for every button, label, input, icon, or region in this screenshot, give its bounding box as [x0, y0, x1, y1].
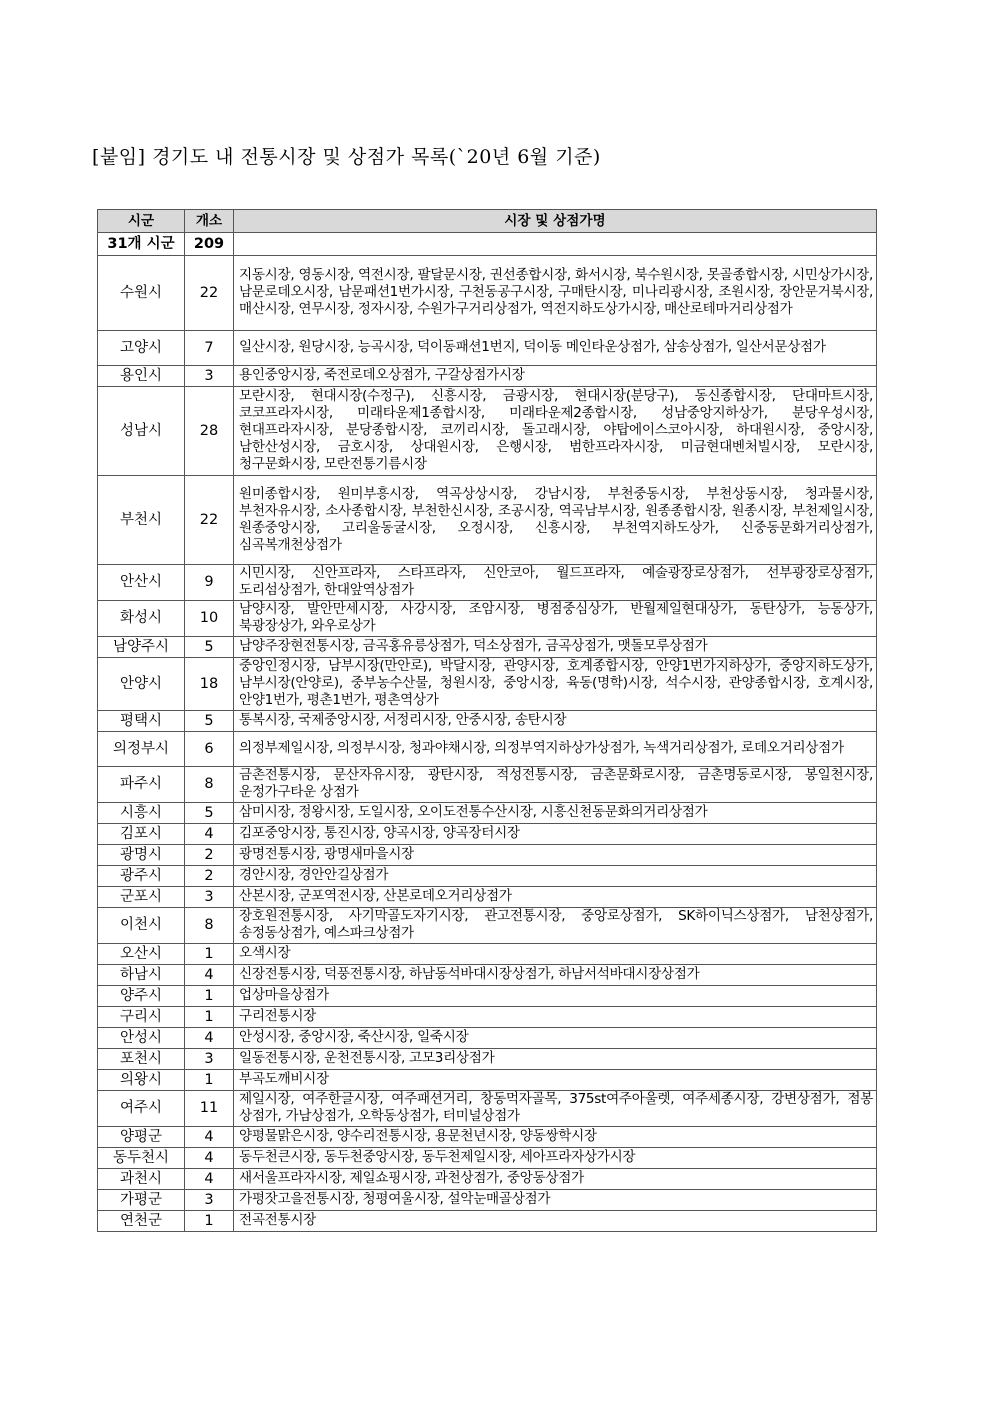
- table-header-row: [98, 210, 877, 233]
- city-cell: 의정부시: [98, 732, 185, 767]
- table-row: [98, 658, 877, 711]
- city-cell: 가평군: [98, 1190, 185, 1211]
- city-cell: 포천시: [98, 1049, 185, 1070]
- markets-cell: 의정부제일시장, 의정부시장, 청과야채시장, 의정부역지하상가상점가, 녹색거리상점가, 로데오거리상점가: [234, 732, 877, 767]
- table-row: [98, 366, 877, 387]
- count-cell: 3: [185, 1190, 234, 1211]
- table-row: [98, 732, 877, 767]
- markets-cell: 안성시장, 중앙시장, 죽산시장, 일죽시장: [234, 1028, 877, 1049]
- market-table: [97, 209, 877, 1232]
- city-cell: 수원시: [98, 256, 185, 331]
- count-cell: 1: [185, 986, 234, 1007]
- city-cell: 평택시: [98, 711, 185, 732]
- table-row: [98, 803, 877, 824]
- city-cell: 고양시: [98, 331, 185, 366]
- markets-cell: 삼미시장, 정왕시장, 도일시장, 오이도전통수산시장, 시흥신천동문화의거리상점가: [234, 803, 877, 824]
- table-row: [98, 944, 877, 965]
- table-row: [98, 711, 877, 732]
- markets-cell: 장호원전통시장, 사기막골도자기시장, 관고전통시장, 중앙로상점가, SK하이닉스상점가, 남천상점가, 송정동상점가, 예스파크상점가: [234, 908, 877, 944]
- city-cell: 안성시: [98, 1028, 185, 1049]
- city-cell: 광명시: [98, 845, 185, 866]
- city-cell: 화성시: [98, 601, 185, 637]
- markets-cell: 경안시장, 경안안길상점가: [234, 866, 877, 887]
- count-cell: 4: [185, 965, 234, 986]
- count-cell: 28: [185, 387, 234, 476]
- header-count: 개소: [185, 210, 234, 233]
- table-row: [98, 601, 877, 637]
- total-city: 31개 시군: [98, 233, 185, 256]
- table-row: [98, 331, 877, 366]
- markets-cell: 새서울프라자시장, 제일쇼핑시장, 과천상점가, 중앙동상점가: [234, 1169, 877, 1190]
- markets-cell: 모란시장, 현대시장(수정구), 신흥시장, 금광시장, 현대시장(분당구), 동신종합시장, 단대마트시장, 코코프라자시장, 미래타운제1종합시장, 미래타운제2종합시장, 성남중앙지하상가, 분당우성시장, 현대프라자시장, 분당종합시장, 코끼리시장, 돌고래시장, 야탑에이스코아시장, 하대원시장, 중앙시장, 남한산성시장, 금호시장, 상대원시장, 은행시장, 범한프라자시장, 미금현대벤처빌시장, 모란시장, 청구문화시장, 모란전통기름시장: [234, 387, 877, 476]
- markets-cell: 제일시장, 여주한글시장, 여주패션거리, 창동먹자골목, 375st여주아울렛, 여주세종시장, 강변상점가, 점봉 상점가, 가남상점가, 오학동상점가, 터미널상점가: [234, 1091, 877, 1127]
- city-cell: 김포시: [98, 824, 185, 845]
- markets-cell: 용인중앙시장, 죽전로데오상점가, 구갈상점가시장: [234, 366, 877, 387]
- table-row: [98, 845, 877, 866]
- table-row: [98, 866, 877, 887]
- city-cell: 부천시: [98, 476, 185, 565]
- city-cell: 남양주시: [98, 637, 185, 658]
- header-markets: 시장 및 상점가명: [234, 210, 877, 233]
- markets-cell: 남양시장, 발안만세시장, 사강시장, 조암시장, 병점중심상가, 반월제일현대상가, 동탄상가, 능동상가, 북광장상가, 와우로상가: [234, 601, 877, 637]
- total-markets: [234, 233, 877, 256]
- count-cell: 8: [185, 767, 234, 803]
- header-city: 시군: [98, 210, 185, 233]
- count-cell: 1: [185, 944, 234, 965]
- city-cell: 시흥시: [98, 803, 185, 824]
- table-row: [98, 1091, 877, 1127]
- count-cell: 2: [185, 845, 234, 866]
- count-cell: 4: [185, 1028, 234, 1049]
- markets-cell: 산본시장, 군포역전시장, 산본로데오거리상점가: [234, 887, 877, 908]
- city-cell: 파주시: [98, 767, 185, 803]
- count-cell: 22: [185, 476, 234, 565]
- table-row: [98, 1190, 877, 1211]
- markets-cell: 원미종합시장, 원미부흥시장, 역곡상상시장, 강남시장, 부천중동시장, 부천상동시장, 청과물시장, 부천자유시장, 소사종합시장, 부천한신시장, 조공시장, 역곡남부시장, 원종종합시장, 원종시장, 부천제일시장, 원종중앙시장, 고리울동굴시장, 오정시장, 신흥시장, 부천역지하도상가, 신중동문화거리상점가, 심곡복개천상점가: [234, 476, 877, 565]
- city-cell: 양평군: [98, 1127, 185, 1148]
- markets-cell: 부곡도깨비시장: [234, 1070, 877, 1091]
- markets-cell: 일산시장, 원당시장, 능곡시장, 덕이동패션1번지, 덕이동 메인타운상점가, 삼송상점가, 일산서문상점가: [234, 331, 877, 366]
- markets-cell: 지동시장, 영동시장, 역전시장, 팔달문시장, 권선종합시장, 화서시장, 북수원시장, 못골종합시장, 시민상가시장, 남문로데오시장, 남문패션1번가시장, 구천동공구시장, 구매탄시장, 미나리광시장, 조원시장, 장안문거북시장, 매산시장, 연무시장, 정자시장, 수원가구거리상점가, 역전지하도상가시장, 매산로테마거리상점가: [234, 256, 877, 331]
- city-cell: 구리시: [98, 1007, 185, 1028]
- count-cell: 11: [185, 1091, 234, 1127]
- count-cell: 18: [185, 658, 234, 711]
- count-cell: 1: [185, 1007, 234, 1028]
- count-cell: 1: [185, 1211, 234, 1232]
- count-cell: 3: [185, 1049, 234, 1070]
- table-row: [98, 1169, 877, 1190]
- city-cell: 의왕시: [98, 1070, 185, 1091]
- count-cell: 5: [185, 637, 234, 658]
- city-cell: 여주시: [98, 1091, 185, 1127]
- table-row: [98, 565, 877, 601]
- total-count: 209: [185, 233, 234, 256]
- table-row: [98, 1007, 877, 1028]
- count-cell: 10: [185, 601, 234, 637]
- count-cell: 4: [185, 1127, 234, 1148]
- table-row: [98, 1148, 877, 1169]
- count-cell: 3: [185, 887, 234, 908]
- city-cell: 광주시: [98, 866, 185, 887]
- markets-cell: 가평잣고을전통시장, 청평여울시장, 설악눈매골상점가: [234, 1190, 877, 1211]
- markets-cell: 시민시장, 신안프라자, 스타프라자, 신안코아, 월드프라자, 예술광장로상점가, 선부광장로상점가, 도리섬상점가, 한대앞역상점가: [234, 565, 877, 601]
- count-cell: 4: [185, 824, 234, 845]
- markets-cell: 금촌전통시장, 문산자유시장, 광탄시장, 적성전통시장, 금촌문화로시장, 금촌명동로시장, 봉일천시장, 운정가구타운 상점가: [234, 767, 877, 803]
- markets-cell: 신장전통시장, 덕풍전통시장, 하남동석바대시장상점가, 하남서석바대시장상점가: [234, 965, 877, 986]
- table-row: [98, 387, 877, 476]
- city-cell: 하남시: [98, 965, 185, 986]
- table-row: [98, 1127, 877, 1148]
- table-row: [98, 1049, 877, 1070]
- count-cell: 5: [185, 803, 234, 824]
- city-cell: 안산시: [98, 565, 185, 601]
- city-cell: 성남시: [98, 387, 185, 476]
- city-cell: 양주시: [98, 986, 185, 1007]
- table-row: [98, 767, 877, 803]
- table-row: [98, 887, 877, 908]
- count-cell: 4: [185, 1169, 234, 1190]
- count-cell: 2: [185, 866, 234, 887]
- count-cell: 5: [185, 711, 234, 732]
- city-cell: 과천시: [98, 1169, 185, 1190]
- markets-cell: 중앙인정시장, 남부시장(만안로), 박달시장, 관양시장, 호계종합시장, 안양1번가지하상가, 중앙지하도상가, 남부시장(안양로), 중부농수산물, 청원시장, 중앙시장, 육동(명학)시장, 석수시장, 관양종합시장, 호계시장, 안양1번가, 평촌1번가, 평촌역상가: [234, 658, 877, 711]
- markets-cell: 전곡전통시장: [234, 1211, 877, 1232]
- table-row: [98, 908, 877, 944]
- markets-cell: 통복시장, 국제중앙시장, 서정리시장, 안중시장, 송탄시장: [234, 711, 877, 732]
- city-cell: 군포시: [98, 887, 185, 908]
- count-cell: 7: [185, 331, 234, 366]
- city-cell: 이천시: [98, 908, 185, 944]
- table-row: [98, 256, 877, 331]
- count-cell: 4: [185, 1148, 234, 1169]
- table-row: [98, 637, 877, 658]
- city-cell: 용인시: [98, 366, 185, 387]
- city-cell: 안양시: [98, 658, 185, 711]
- markets-cell: 오색시장: [234, 944, 877, 965]
- count-cell: 8: [185, 908, 234, 944]
- table-row: [98, 1028, 877, 1049]
- table-row: [98, 986, 877, 1007]
- count-cell: 3: [185, 366, 234, 387]
- markets-cell: 남양주장현전통시장, 금곡홍유릉상점가, 덕소상점가, 금곡상점가, 맷돌모루상점가: [234, 637, 877, 658]
- table-row: [98, 824, 877, 845]
- count-cell: 22: [185, 256, 234, 331]
- city-cell: 연천군: [98, 1211, 185, 1232]
- markets-cell: 동두천큰시장, 동두천중앙시장, 동두천제일시장, 세아프라자상가시장: [234, 1148, 877, 1169]
- markets-cell: 광명전통시장, 광명새마을시장: [234, 845, 877, 866]
- total-row: [98, 233, 877, 256]
- markets-cell: 김포중앙시장, 통진시장, 양곡시장, 양곡장터시장: [234, 824, 877, 845]
- table-row: [98, 1211, 877, 1232]
- count-cell: 1: [185, 1070, 234, 1091]
- city-cell: 동두천시: [98, 1148, 185, 1169]
- markets-cell: 양평물맑은시장, 양수리전통시장, 용문천년시장, 양동쌍학시장: [234, 1127, 877, 1148]
- city-cell: 오산시: [98, 944, 185, 965]
- markets-cell: 일동전통시장, 운천전통시장, 고모3리상점가: [234, 1049, 877, 1070]
- count-cell: 9: [185, 565, 234, 601]
- table-row: [98, 1070, 877, 1091]
- table-row: [98, 476, 877, 565]
- document-title: [붙임] 경기도 내 전통시장 및 상점가 목록(`20년 6월 기준): [92, 146, 601, 168]
- table-row: [98, 965, 877, 986]
- markets-cell: 업상마을상점가: [234, 986, 877, 1007]
- markets-cell: 구리전통시장: [234, 1007, 877, 1028]
- count-cell: 6: [185, 732, 234, 767]
